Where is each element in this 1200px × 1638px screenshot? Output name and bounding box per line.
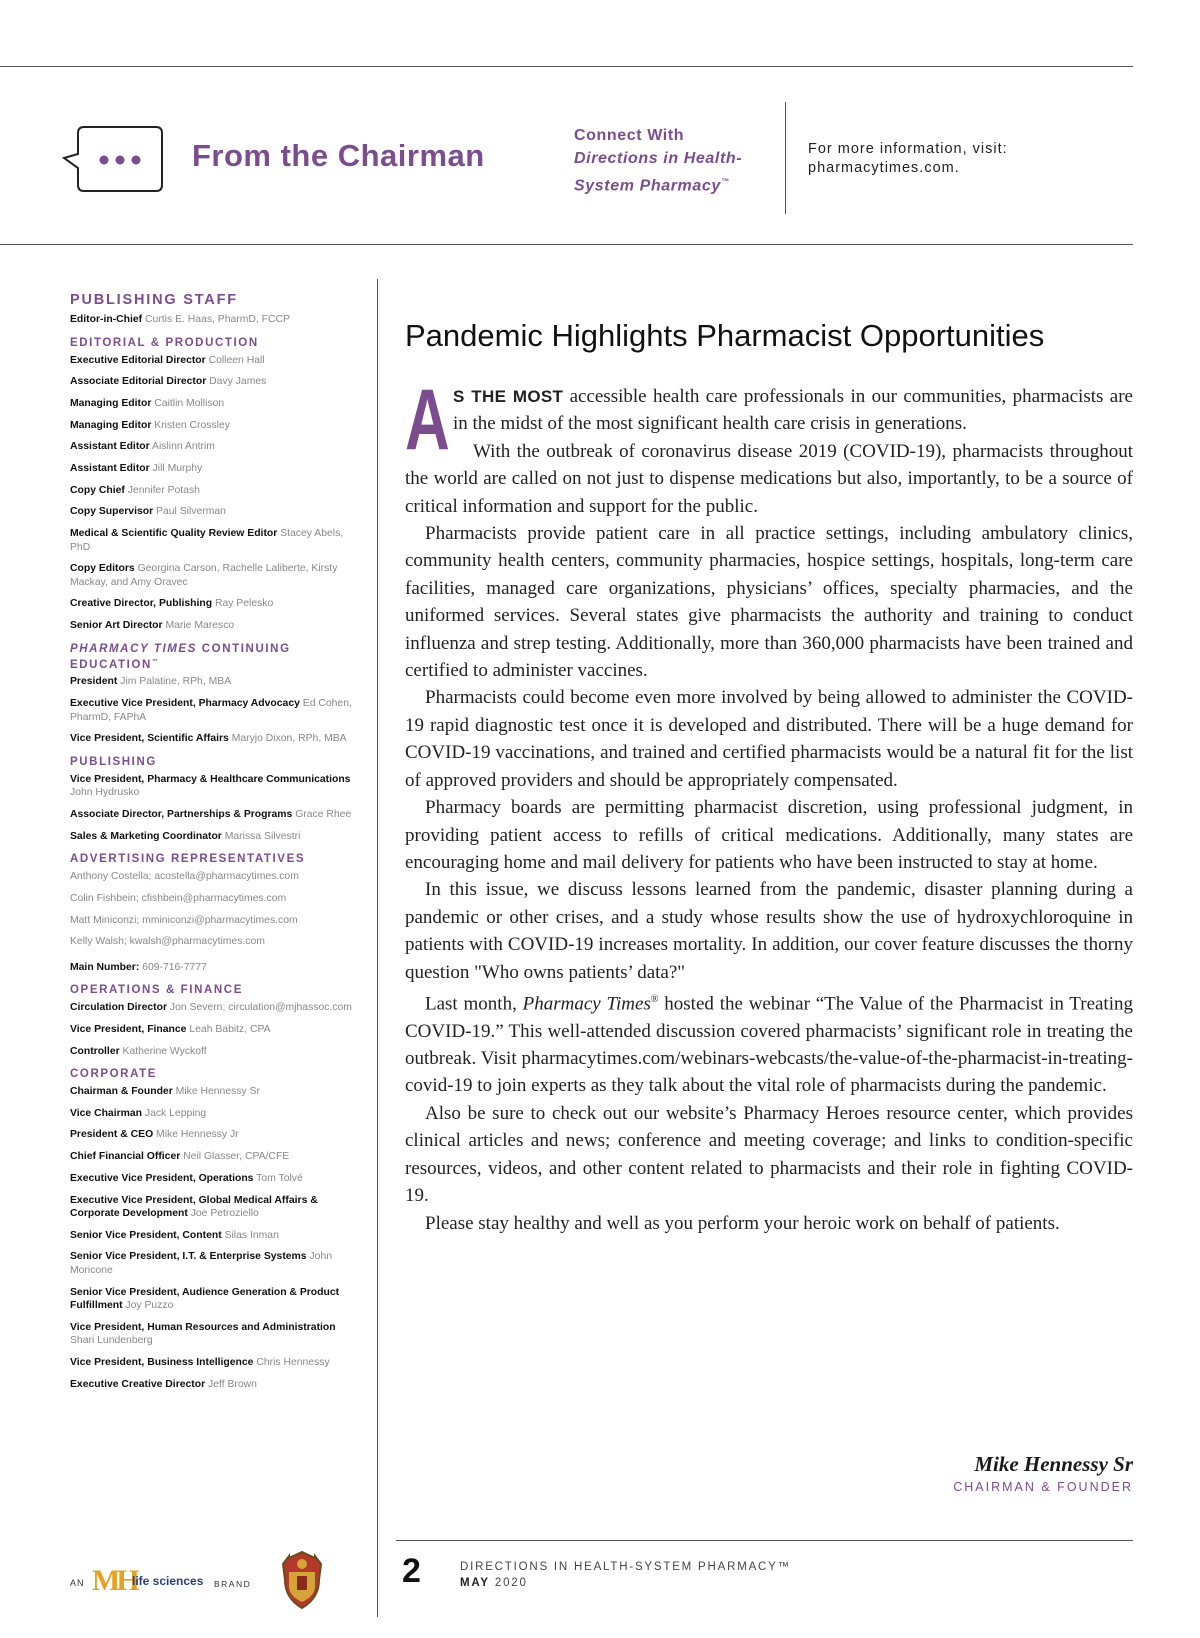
staff-entry xyxy=(70,1128,355,1142)
staff-name: Ed Cohen, PharmD, FAPhA xyxy=(70,698,352,723)
staff-name: Joy Puzzo xyxy=(125,1300,174,1312)
staff-name: Jim Palatine, RPh, MBA xyxy=(120,676,232,688)
article-paragraph: Also be sure to check out our website’s Pharmacy Heroes resource center, which provides clinical articles and news; conference and meeting coverage; and links to condition-specific resources, videos, and other content related to pharmacists and their role in fighting COVID-19. xyxy=(405,1102,1133,1207)
staff-role: Assistant Editor xyxy=(70,441,150,453)
article-paragraph: Pharmacists provide patient care in all practice settings, including ambulatory clinics, community health centers, community pharmacies, hospice settings, hospitals, long-term care facilities, managed care organizations, physicians’ offices, specialty pharmacies, and the uniformed services. Several states give pharmacists the authority and training to conduct influenza and strep testing. Additionally, more than 360,000 pharmacists have been trained and certified to administer vaccines. xyxy=(405,523,1133,682)
staff-role: Sales & Marketing Coordinator xyxy=(70,830,222,842)
staff-name: Shari Lundenberg xyxy=(70,1335,153,1347)
chat-bubble-icon xyxy=(62,124,166,194)
header-divider xyxy=(785,102,786,214)
staff-role: Senior Vice President, I.T. & Enterprise Systems xyxy=(70,1251,307,1263)
webinar-paragraph: Last month, Pharmacy Times® hosted the webinar “The Value of the Pharmacist in Treating COVID-19.” This well-attended discussion covered pharmacists’ significant role in treating the outbreak. Visit pharmacytimes.com/webinars-webcasts/the-value-of-the-pharmacist-in-treating-covid-19 to join experts as they talk about the vital role of pharmacists during the pandemic. xyxy=(405,993,1133,1097)
header-top-rule xyxy=(0,66,1133,67)
staff-entry xyxy=(70,375,355,389)
article-paragraph: Pharmacists could become even more involved by being allowed to administer the COVID-19 rapid diagnostic test once it is developed and distributed. There will be a huge demand for COVID-19 vaccinations, and trained and certified pharmacists would be a natural fit for the list of approved providers and should be appropriately compensated. xyxy=(405,687,1133,791)
article-title: Pandemic Highlights Pharmacist Opportunities xyxy=(405,318,1045,353)
editorial-heading: EDITORIAL & PRODUCTION xyxy=(70,336,259,349)
footer-publication: DIRECTIONS IN HEALTH-SYSTEM PHARMACY™ xyxy=(460,1561,791,1573)
staff-name: Chris Hennessy xyxy=(256,1356,330,1368)
staff-entry xyxy=(70,732,355,746)
staff-name: Davy James xyxy=(209,376,267,388)
ce-heading: PHARMACY TIMES CONTINUING EDUCATION™ xyxy=(70,642,291,671)
main-number: Main Number: 609-716-7777 xyxy=(70,961,207,973)
ce-list xyxy=(70,675,355,745)
publishing-staff-heading: PUBLISHING STAFF xyxy=(70,292,238,308)
staff-role: Executive Vice President, Global Medical Affairs & Corporate Development xyxy=(70,1194,318,1220)
staff-role: Medical & Scientific Quality Review Editor xyxy=(70,528,278,539)
trademark-mark: ™ xyxy=(720,177,730,186)
connect-heading: Connect With xyxy=(574,127,685,144)
more-info-block xyxy=(808,140,1108,178)
staff-entry xyxy=(70,1286,355,1313)
advertising-contact[interactable]: Colin Fishbein; cfishbein@pharmacytimes.com xyxy=(70,892,287,904)
footer-rule xyxy=(396,1540,1133,1541)
staff-role: Executive Vice President, Operations xyxy=(70,1172,254,1184)
signature-title: CHAIRMAN & FOUNDER xyxy=(953,1480,1133,1494)
page-number: 2 xyxy=(402,1552,421,1590)
drop-cap: A xyxy=(405,372,450,468)
staff-entry xyxy=(70,484,355,498)
staff-entry xyxy=(70,1045,355,1059)
staff-entry xyxy=(70,675,355,689)
staff-name: Caitlin Mollison xyxy=(154,397,225,409)
advertising-contact[interactable]: Anthony Costella; acostella@pharmacytimes.com xyxy=(70,871,299,883)
corporate-list xyxy=(70,1085,355,1391)
staff-name: Paul Silverman xyxy=(156,506,226,518)
article-paragraph: Pharmacy boards are permitting pharmacist discretion, using professional judgment, in providing patient access to refills of critical medications. Additionally, many states are encouraging home and mail delivery for patients who have been instructed to stay at home. xyxy=(405,797,1133,873)
staff-entry xyxy=(70,527,355,554)
publishing-heading: PUBLISHING xyxy=(70,755,157,768)
staff-entry xyxy=(70,830,355,844)
staff-name: Tom Tolvé xyxy=(256,1172,303,1184)
staff-name: Jennifer Potash xyxy=(127,484,200,496)
registered-mark: ® xyxy=(650,993,659,1005)
staff-entry xyxy=(70,1356,355,1370)
staff-role: Senior Art Director xyxy=(70,620,163,632)
operations-heading: OPERATIONS & FINANCE xyxy=(70,984,243,997)
staff-role: Copy Chief xyxy=(70,484,125,496)
advertising-contact[interactable]: Kelly Walsh; kwalsh@pharmacytimes.com xyxy=(70,936,265,948)
more-info-link[interactable]: pharmacytimes.com xyxy=(808,160,955,176)
advertising-heading: ADVERTISING REPRESENTATIVES xyxy=(70,853,306,866)
staff-entry xyxy=(70,1107,355,1121)
footer-date: MAY 2020 xyxy=(460,1577,528,1589)
staff-role: Circulation Director xyxy=(70,1002,167,1014)
masthead-sidebar xyxy=(70,294,355,1399)
staff-name: John Hydrusko xyxy=(70,787,140,799)
staff-name: Ray Pelesko xyxy=(214,598,274,610)
staff-role: Managing Editor xyxy=(70,419,152,431)
staff-role: Associate Director, Partnerships & Programs xyxy=(70,808,293,820)
staff-name: Mike Hennessy Sr xyxy=(175,1086,260,1098)
staff-role: Executive Editorial Director xyxy=(70,354,206,366)
section-title: From the Chairman xyxy=(192,138,485,173)
staff-role: Managing Editor xyxy=(70,397,152,409)
staff-name: Silas Inman xyxy=(224,1229,279,1241)
staff-name: Grace Rhee xyxy=(295,808,352,820)
staff-entry xyxy=(70,562,355,589)
staff-role: Copy Supervisor xyxy=(70,506,154,518)
staff-name: Jill Murphy xyxy=(152,462,203,474)
staff-role: Executive Creative Director xyxy=(70,1378,206,1390)
staff-role: Copy Editors xyxy=(70,563,135,575)
staff-name: Marissa Silvestri xyxy=(224,830,301,842)
connect-publication-line1: Directions in Health- xyxy=(574,150,743,167)
closing-paragraphs xyxy=(405,1100,1133,1237)
signature-name: Mike Hennessy Sr xyxy=(974,1452,1133,1476)
operations-list xyxy=(70,1001,355,1058)
staff-role: Chief Financial Officer xyxy=(70,1151,181,1163)
advertising-contacts xyxy=(70,870,355,949)
connect-with-block xyxy=(574,124,774,197)
staff-entry xyxy=(70,1023,355,1037)
staff-role: Assistant Editor xyxy=(70,462,150,474)
staff-role: President & CEO xyxy=(70,1129,154,1141)
more-info-period: . xyxy=(954,160,960,176)
corporate-heading: CORPORATE xyxy=(70,1068,158,1081)
staff-name: Marie Maresco xyxy=(165,620,235,632)
staff-entry xyxy=(70,354,355,368)
lead-caps: S THE MOST xyxy=(453,387,564,406)
staff-entry xyxy=(70,1085,355,1099)
article-body xyxy=(405,372,1133,1237)
staff-entry xyxy=(70,1378,355,1392)
article-paragraphs xyxy=(405,438,1133,986)
staff-name: Kristen Crossley xyxy=(154,419,230,431)
connect-publication-line2 xyxy=(574,170,774,197)
staff-entry xyxy=(70,1194,355,1221)
staff-role: Vice President, Human Resources and Administration xyxy=(70,1321,336,1333)
staff-entry xyxy=(70,419,355,433)
column-divider xyxy=(377,279,378,1617)
publishing-list xyxy=(70,773,355,843)
staff-name: Neil Glasser, CPA/CFE xyxy=(183,1151,290,1163)
crest-icon xyxy=(275,1550,329,1610)
header-bottom-rule xyxy=(0,244,1133,245)
connect-publication-name: System Pharmacy xyxy=(574,177,721,195)
staff-role: Senior Vice President, Content xyxy=(70,1229,222,1241)
staff-entry xyxy=(70,1001,355,1015)
staff-name: Maryjo Dixon, RPh, MBA xyxy=(231,733,347,745)
staff-role: Controller xyxy=(70,1045,120,1057)
staff-entry xyxy=(70,1150,355,1164)
trademark-mark: ™ xyxy=(151,658,160,665)
mjh-brand-logo: AN MH life sciences BRAND xyxy=(70,1560,360,1610)
advertising-contact[interactable]: Matt Miniconzi; mminiconzi@pharmacytimes.com xyxy=(70,914,298,926)
article-paragraph: With the outbreak of coronavirus disease 2019 (COVID-19), pharmacists throughout the world are called on not just to dispense medications but also, importantly, to be a source of critical information and support for the public. xyxy=(405,440,1133,517)
staff-entry xyxy=(70,397,355,411)
staff-role: Associate Editorial Director xyxy=(70,376,207,388)
staff-entry xyxy=(70,505,355,519)
staff-entry xyxy=(70,1172,355,1186)
staff-name: Aislinn Antrim xyxy=(152,441,215,453)
staff-name: Mike Hennessy Jr xyxy=(156,1129,239,1141)
staff-role: Vice President, Business Intelligence xyxy=(70,1356,254,1368)
staff-entry xyxy=(70,462,355,476)
staff-entry xyxy=(70,773,355,800)
staff-role: Vice President, Finance xyxy=(70,1023,187,1035)
staff-role: Chairman & Founder xyxy=(70,1086,173,1098)
staff-name: Stacey Abels, PhD xyxy=(70,528,344,553)
staff-role: Vice President, Scientific Affairs xyxy=(70,733,229,745)
staff-name: Georgina Carson, Rachelle Laliberte, Kirsty Mackay, and Amy Oravec xyxy=(70,563,338,588)
staff-role: Creative Director, Publishing xyxy=(70,598,213,610)
staff-name: Colleen Hall xyxy=(208,354,265,366)
staff-role: Senior Vice President, Audience Generation & Product Fulfillment xyxy=(70,1286,340,1312)
staff-name: Leah Babitz, CPA xyxy=(189,1023,271,1035)
staff-entry xyxy=(70,619,355,633)
article-paragraph: In this issue, we discuss lessons learned from the pandemic, disaster planning during a pandemic or other crises, and a study whose results show the use of hydroxychloroquine in patients with COVID-19 increases mortality. In addition, our cover feature discusses the thorny question "Who owns patients’ data?" xyxy=(405,879,1133,983)
staff-entry xyxy=(70,1250,355,1277)
staff-role: Executive Vice President, Pharmacy Advocacy xyxy=(70,698,300,710)
staff-role: President xyxy=(70,676,118,688)
staff-name: Jack Lepping xyxy=(144,1107,207,1119)
staff-name: Joe Petroziello xyxy=(190,1208,259,1220)
article-lead-paragraph: A S THE MOST accessible health care professionals in our communities, pharmacists are in the midst of the most significant health care crisis in generations. xyxy=(405,372,1133,468)
staff-name: Katherine Wyckoff xyxy=(122,1045,207,1057)
staff-entry: Editor-in-Chief Curtis E. Haas, PharmD, FCCP xyxy=(70,314,290,325)
staff-name: John Moricone xyxy=(70,1251,333,1276)
editorial-list xyxy=(70,354,355,633)
staff-entry xyxy=(70,1321,355,1348)
staff-entry xyxy=(70,808,355,822)
staff-entry xyxy=(70,597,355,611)
staff-role: Vice President, Pharmacy & Healthcare Communications xyxy=(70,773,351,785)
staff-role: Vice Chairman xyxy=(70,1107,142,1119)
publication-name: Pharmacy Times xyxy=(522,993,651,1015)
more-info-label: For more information, visit: xyxy=(808,141,1008,157)
staff-entry xyxy=(70,697,355,724)
staff-entry xyxy=(70,440,355,454)
staff-name: Jon Severn; circulation@mjhassoc.com xyxy=(169,1002,352,1014)
staff-name: Jeff Brown xyxy=(208,1378,257,1390)
staff-entry xyxy=(70,1229,355,1243)
article-paragraph: Please stay healthy and well as you perform your heroic work on behalf of patients. xyxy=(425,1212,1060,1234)
